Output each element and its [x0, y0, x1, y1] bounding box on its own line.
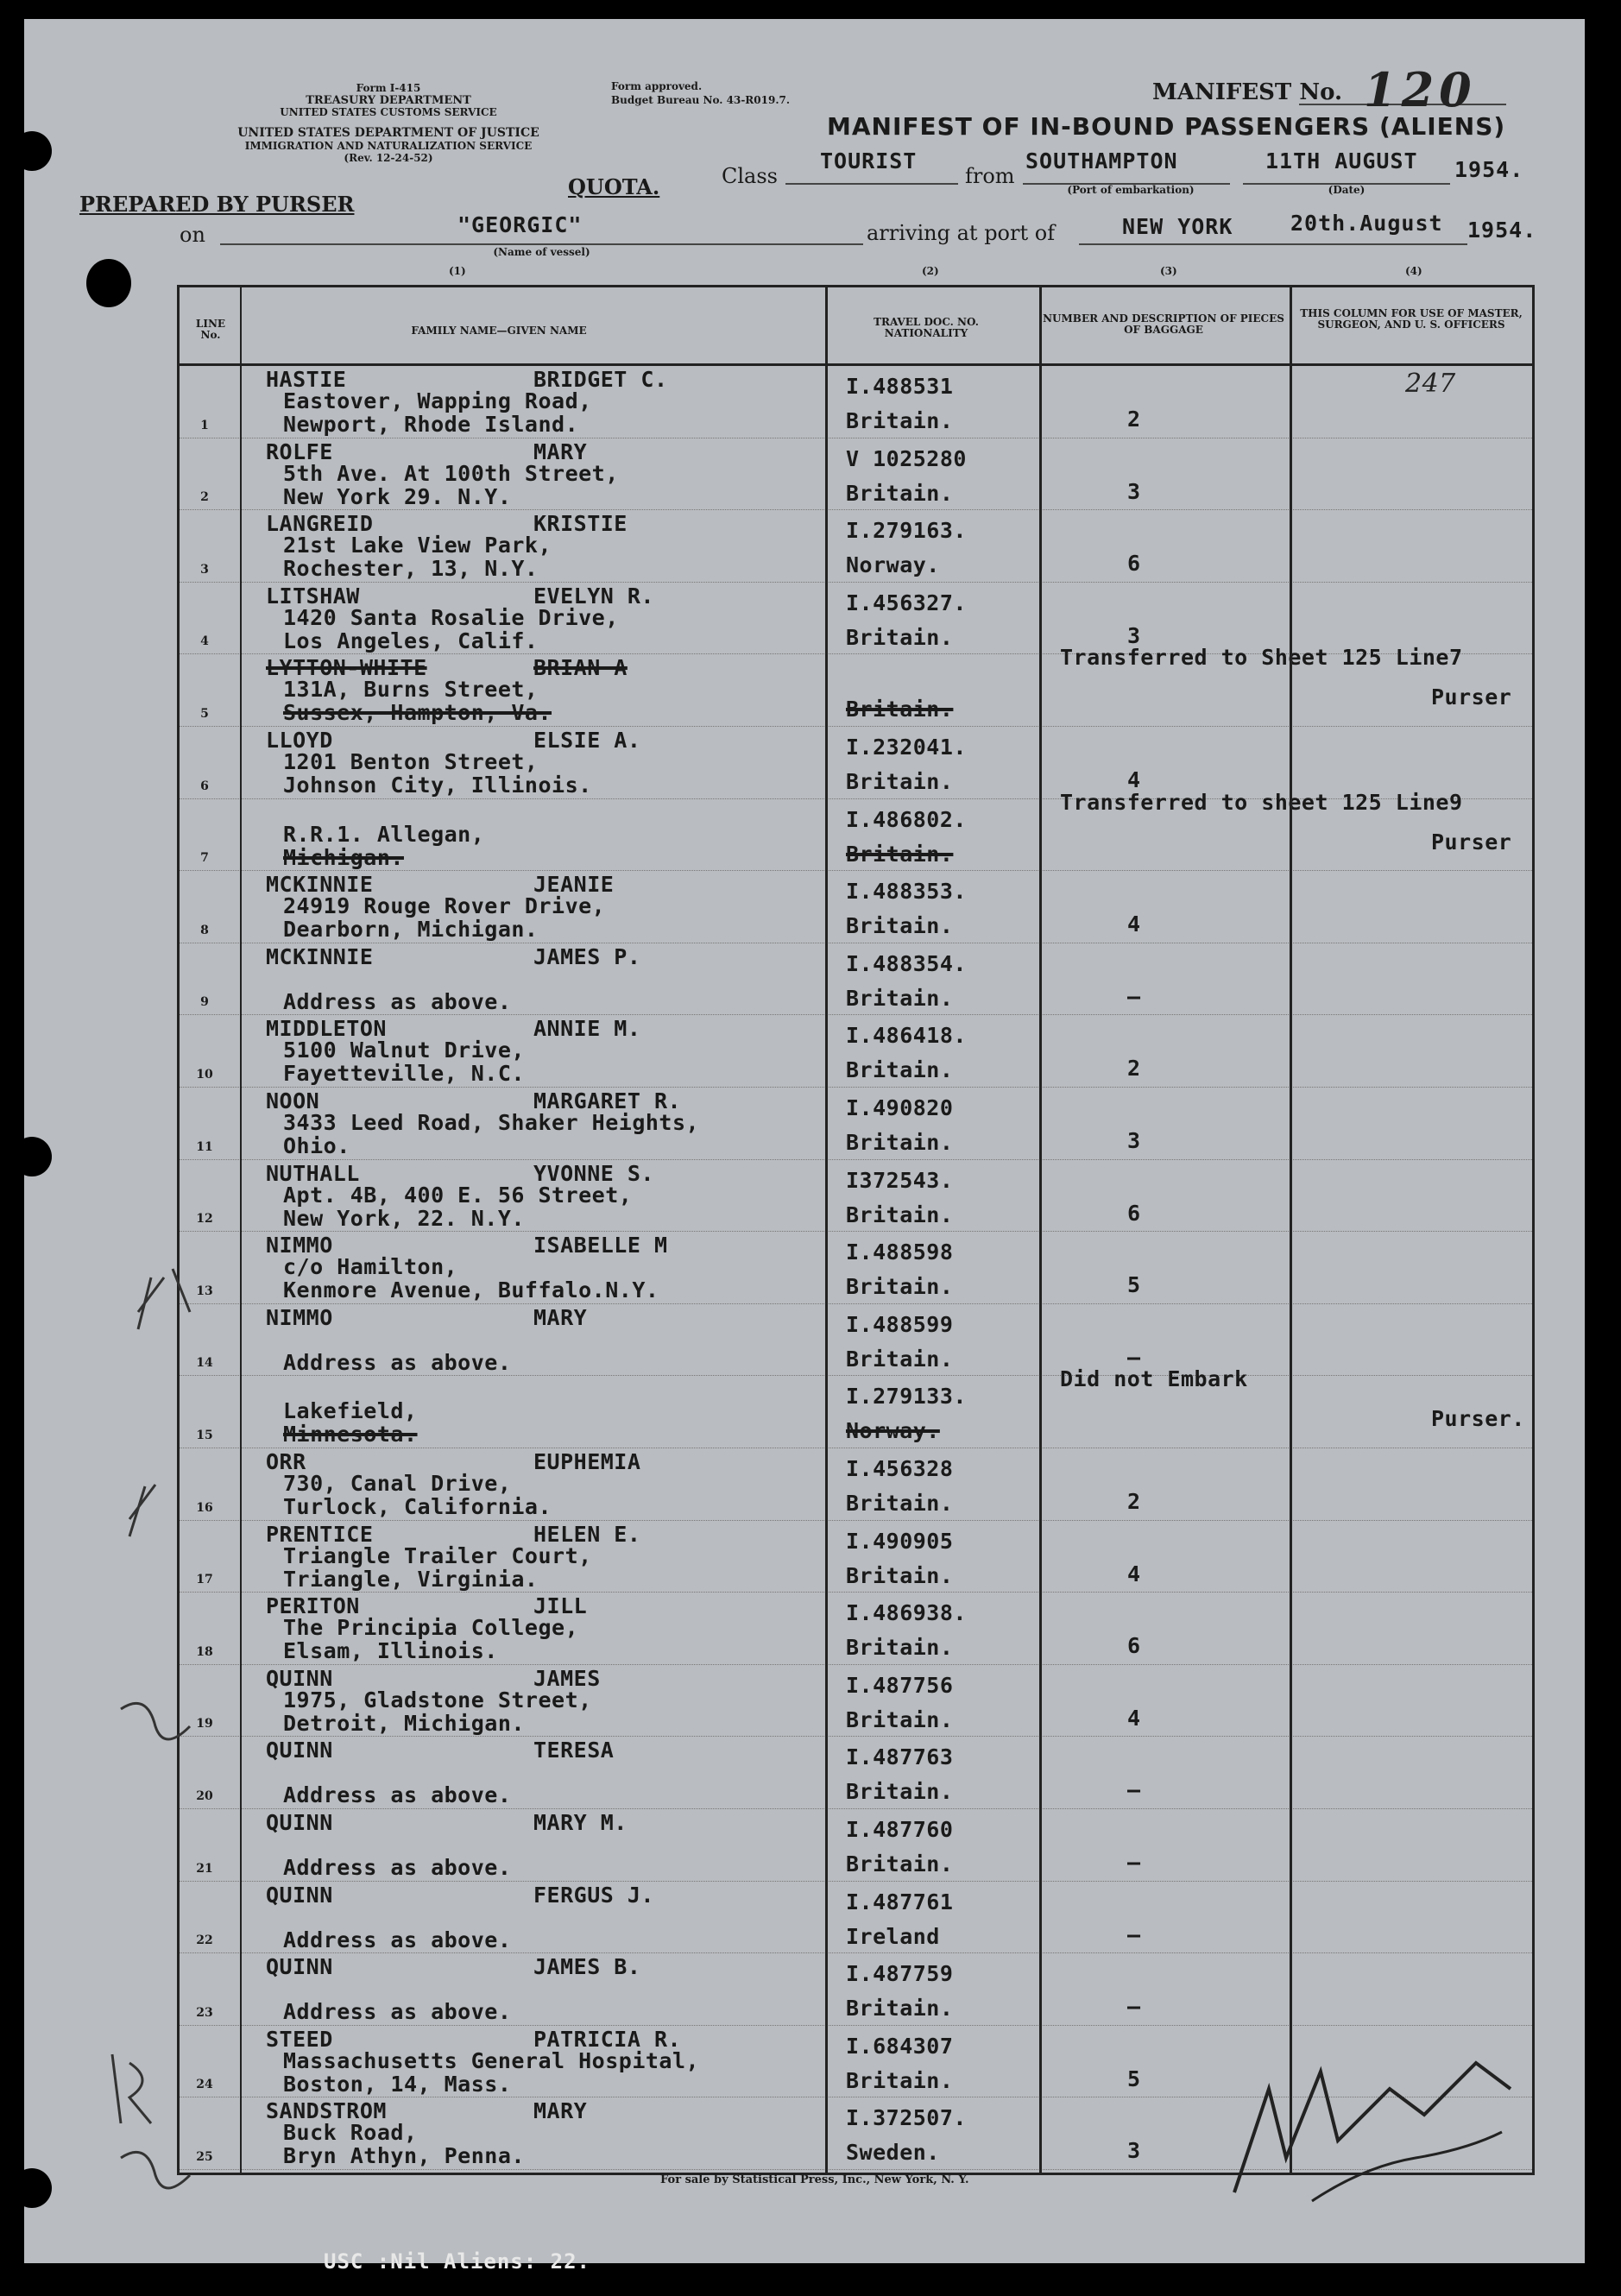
travel-doc-no: I.488354.: [846, 950, 967, 976]
given-name: HELEN E.: [533, 1521, 641, 1547]
family-name: PRENTICE: [266, 1521, 374, 1547]
nationality: Ireland: [846, 1923, 940, 1949]
travel-doc-no: I.279163.: [846, 518, 967, 544]
officer-note: 247: [1405, 369, 1456, 399]
address-line-2: Address as above.: [283, 1927, 512, 1952]
address-line-2: Rochester, 13, N.Y.: [283, 556, 539, 582]
baggage-count: 6: [1127, 1633, 1141, 1659]
line-number: 11: [196, 1139, 213, 1154]
table-row: [180, 726, 1532, 799]
line-number: 10: [196, 1067, 213, 1082]
line-number: 9: [200, 995, 209, 1010]
family-name: HASTIE: [266, 367, 347, 392]
address-line-1: Lakefield,: [283, 1398, 418, 1424]
given-name: BRIDGET C.: [533, 367, 668, 392]
family-name: QUINN: [266, 1665, 333, 1691]
given-name: ELSIE A.: [533, 728, 641, 753]
col-divider: [1290, 285, 1292, 2173]
nationality: Norway.: [846, 552, 940, 578]
address-line-1: Apt. 4B, 400 E. 56 Street,: [283, 1182, 633, 1208]
given-name: MARGARET R.: [533, 1088, 682, 1113]
line-number: 4: [200, 634, 209, 649]
travel-doc-no: I.487760: [846, 1817, 954, 1842]
budget-bureau: Budget Bureau No. 43-R019.7.: [611, 94, 791, 106]
nationality: Britain.: [846, 2067, 954, 2093]
address-line-1: Eastover, Wapping Road,: [283, 388, 592, 413]
punch-hole: [12, 131, 52, 171]
travel-doc-no: I.490905: [846, 1528, 954, 1554]
table-row: [180, 1520, 1532, 1593]
given-name: JEANIE: [533, 872, 615, 898]
punch-hole: [12, 1137, 52, 1176]
line-number: 14: [196, 1356, 213, 1371]
col-header-name: FAMILY NAME—GIVEN NAME: [411, 325, 587, 337]
address-line-2: New York 29. N.Y.: [283, 483, 512, 509]
table-row: [180, 645, 1532, 727]
table-row: [180, 1014, 1532, 1088]
line-number: 12: [196, 1212, 213, 1227]
line-number: 7: [200, 851, 209, 866]
travel-doc-no: I.456327.: [846, 590, 967, 615]
nationality: Britain.: [846, 913, 954, 939]
travel-doc-no: I.488598: [846, 1239, 954, 1265]
address-line-1: The Principia College,: [283, 1615, 579, 1641]
from-label: from: [965, 164, 1015, 188]
form-number: Form I-415: [356, 82, 421, 94]
family-name: MCKINNIE: [266, 872, 374, 898]
punch-hole: [86, 259, 131, 307]
address-line-2: Michigan.: [283, 844, 404, 870]
form-revision: (Rev. 12-24-52): [344, 152, 433, 164]
baggage-count: 4: [1127, 767, 1141, 792]
baggage-count: 4: [1127, 1705, 1141, 1731]
baggage-count: 5: [1127, 1272, 1141, 1298]
line-number: 18: [196, 1644, 213, 1659]
line-number: 16: [196, 1500, 213, 1515]
passenger-table: [177, 285, 1535, 2175]
family-name: SANDSTROM: [266, 2098, 387, 2124]
col-header-officers: THIS COLUMN FOR USE OF MASTER, SURGEON, AND U. S. OFFICERS: [1300, 307, 1523, 331]
travel-doc-no: I.232041.: [846, 735, 967, 760]
line-number: 13: [196, 1284, 213, 1298]
family-name: QUINN: [266, 1882, 333, 1908]
col-num-3: (3): [1160, 265, 1177, 277]
family-name: LANGREID: [266, 511, 374, 537]
address-line-2: Address as above.: [283, 1349, 512, 1375]
baggage-count: –: [1127, 1994, 1141, 2020]
col-divider: [1039, 285, 1042, 2173]
nationality: Britain.: [846, 1562, 954, 1588]
line-number: 15: [196, 1428, 213, 1442]
baggage-count: 3: [1127, 478, 1141, 504]
given-name: EVELYN R.: [533, 583, 654, 609]
nationality: Britain.: [846, 480, 954, 506]
address-line-2: Boston, 14, Mass.: [283, 2071, 512, 2097]
family-name: NOON: [266, 1088, 320, 1113]
given-name: ISABELLE M: [533, 1233, 668, 1258]
baggage-count: 4: [1127, 1561, 1141, 1586]
travel-doc-no: I372543.: [846, 1167, 954, 1193]
baggage-count: 2: [1127, 1489, 1141, 1514]
nationality: Britain.: [846, 624, 954, 650]
port-caption: (Port of embarkation): [1067, 184, 1195, 196]
family-name: NUTHALL: [266, 1160, 360, 1186]
address-line-2: Detroit, Michigan.: [283, 1710, 525, 1736]
family-name: MCKINNIE: [266, 943, 374, 969]
nationality: Britain.: [846, 841, 954, 867]
line-number: 25: [196, 2149, 213, 2164]
manifest-no-label: MANIFEST No.: [1152, 79, 1343, 105]
address-line-1: 5th Ave. At 100th Street,: [283, 460, 619, 486]
family-name: LYTTON-WHITE: [266, 655, 427, 681]
given-name: JAMES P.: [533, 943, 641, 969]
prepared-by: PREPARED BY PURSER: [79, 192, 355, 217]
family-name: STEED: [266, 2026, 333, 2052]
family-name: ROLFE: [266, 438, 333, 464]
col-divider: [825, 285, 828, 2173]
address-line-2: Triangle, Virginia.: [283, 1566, 539, 1592]
given-name: JAMES B.: [533, 1954, 641, 1980]
address-line-1: R.R.1. Allegan,: [283, 821, 485, 847]
travel-doc-no: I.456328: [846, 1456, 954, 1481]
table-row: [180, 509, 1532, 583]
line-number: 20: [196, 1788, 213, 1803]
address-line-1: 3433 Leed Road, Shaker Heights,: [283, 1110, 700, 1135]
baggage-count: 5: [1127, 2066, 1141, 2091]
dept-justice: UNITED STATES DEPARTMENT OF JUSTICE: [237, 126, 539, 140]
address-line-2: Elsam, Illinois.: [283, 1638, 498, 1664]
arrival-port: NEW YORK: [1122, 214, 1233, 239]
quota-label: QUOTA.: [568, 174, 660, 199]
margin-handwriting: [104, 1260, 224, 2296]
arrival-year: 1954.: [1467, 218, 1537, 243]
nationality: Britain.: [846, 1491, 954, 1516]
baggage-count: 6: [1127, 1200, 1141, 1226]
table-row: [180, 1664, 1532, 1738]
address-line-2: Johnson City, Illinois.: [283, 773, 592, 798]
embark-year: 1954.: [1454, 157, 1524, 182]
address-line-1: 1975, Gladstone Street,: [283, 1687, 592, 1713]
family-name: QUINN: [266, 1738, 333, 1763]
col-num-1: (1): [449, 265, 466, 277]
family-name: LLOYD: [266, 728, 333, 753]
printer-note: For sale by Statistical Press, Inc., New York, N. Y.: [660, 2173, 969, 2186]
family-name: NIMMO: [266, 1233, 333, 1258]
line-number: 3: [200, 562, 209, 577]
given-name: JAMES: [533, 1665, 601, 1691]
col-num-2: (2): [922, 265, 939, 277]
nationality: Britain.: [846, 1996, 954, 2022]
given-name: KRISTIE: [533, 511, 628, 537]
address-line-2: Newport, Rhode Island.: [283, 412, 579, 437]
nationality: Britain.: [846, 1130, 954, 1155]
address-line-2: Turlock, California.: [283, 1494, 552, 1519]
given-name: MARY: [533, 2098, 588, 2124]
address-line-1: Massachusetts General Hospital,: [283, 2047, 700, 2073]
address-line-2: Fayetteville, N.C.: [283, 1061, 525, 1087]
table-row: [180, 1808, 1532, 1882]
travel-doc-no: I.486938.: [846, 1600, 967, 1626]
nationality: Britain.: [846, 1779, 954, 1805]
given-name: ANNIE M.: [533, 1016, 641, 1042]
manifest-title: MANIFEST OF IN-BOUND PASSENGERS (ALIENS): [827, 112, 1506, 141]
officer-note-signoff: Purser: [1431, 829, 1512, 855]
family-name: QUINN: [266, 1810, 333, 1835]
embark-date: 11TH AUGUST: [1265, 148, 1418, 173]
baggage-count: 3: [1127, 622, 1141, 648]
table-row: [180, 789, 1532, 872]
officer-note-signoff: Purser.: [1431, 1406, 1525, 1432]
table-row: [180, 1159, 1532, 1233]
given-name: PATRICIA R.: [533, 2026, 682, 2052]
baggage-count: –: [1127, 983, 1141, 1009]
address-line-2: Address as above.: [283, 1782, 512, 1808]
travel-doc-no: I.372507.: [846, 2105, 967, 2131]
address-line-2: Sussex, Hampton, Va.: [283, 700, 552, 726]
given-name: MARY: [533, 1304, 588, 1330]
address-line-1: Triangle Trailer Court,: [283, 1542, 592, 1568]
officer-note-signoff: Purser: [1431, 684, 1512, 710]
line-number: 22: [196, 1933, 213, 1948]
baggage-count: 3: [1127, 1128, 1141, 1153]
address-line-2: Los Angeles, Calif.: [283, 628, 539, 653]
travel-doc-no: I.487763: [846, 1744, 954, 1770]
family-name: NIMMO: [266, 1304, 333, 1330]
family-name: ORR: [266, 1449, 306, 1474]
table-row: [180, 1592, 1532, 1665]
form-approved: Form approved.: [611, 80, 703, 92]
table-row: [180, 1952, 1532, 2026]
arriving-label: arriving at port of: [867, 221, 1056, 245]
vessel-caption: (Name of vessel): [493, 246, 590, 258]
travel-doc-no: V 1025280: [846, 445, 967, 471]
officer-note: Did not Embark: [1060, 1366, 1248, 1392]
date-caption: (Date): [1328, 184, 1366, 196]
address-line-1: 5100 Walnut Drive,: [283, 1038, 525, 1063]
travel-doc-no: I.488599: [846, 1311, 954, 1337]
baggage-count: –: [1127, 1777, 1141, 1803]
manifest-number: 120: [1364, 62, 1477, 117]
line-number: 19: [196, 1717, 213, 1731]
col-header-line-no: LINE No.: [195, 318, 226, 341]
vessel-name: "GEORGIC": [457, 212, 583, 237]
dept-treasury: TREASURY DEPARTMENT: [306, 94, 471, 107]
line-number: 5: [200, 706, 209, 721]
table-row: [180, 1087, 1532, 1160]
address-line-1: 131A, Burns Street,: [283, 677, 539, 703]
address-line-1: 24919 Rouge Rover Drive,: [283, 893, 606, 919]
travel-doc-no: I.487761: [846, 1889, 954, 1914]
given-name: JILL: [533, 1593, 588, 1619]
line-number: 21: [196, 1861, 213, 1876]
line-number: 24: [196, 2078, 213, 2092]
nationality: Britain.: [846, 697, 954, 722]
table-row: [180, 1736, 1532, 1809]
nationality: Britain.: [846, 1057, 954, 1083]
address-line-2: Bryn Athyn, Penna.: [283, 2143, 525, 2169]
address-line-2: Ohio.: [283, 1133, 350, 1158]
family-name: MIDDLETON: [266, 1016, 387, 1042]
line-number: 8: [200, 923, 209, 937]
address-line-1: 1201 Benton Street,: [283, 749, 539, 774]
travel-doc-no: I.487756: [846, 1672, 954, 1698]
table-row: [180, 365, 1532, 438]
baggage-count: 2: [1127, 407, 1141, 432]
line-number: 23: [196, 2005, 213, 2020]
baggage-count: –: [1127, 1344, 1141, 1370]
table-row: [180, 943, 1532, 1016]
baggage-count: 2: [1127, 1056, 1141, 1082]
family-name: LITSHAW: [266, 583, 360, 609]
on-label: on: [180, 223, 205, 247]
nationality: Britain.: [846, 985, 954, 1011]
given-name: FERGUS J.: [533, 1882, 654, 1908]
baggage-count: 3: [1127, 2138, 1141, 2164]
line-number: 6: [200, 779, 209, 793]
col-header-baggage: NUMBER AND DESCRIPTION OF PIECES OF BAGGAGE: [1043, 312, 1284, 336]
line-number: 2: [200, 490, 209, 505]
travel-doc-no: I.486802.: [846, 806, 967, 832]
address-line-1: 21st Lake View Park,: [283, 533, 552, 558]
nationality: Britain.: [846, 1202, 954, 1227]
embark-port: SOUTHAMPTON: [1025, 148, 1178, 173]
table-row: [180, 1448, 1532, 1521]
address-line-2: New York, 22. N.Y.: [283, 1205, 525, 1231]
nationality: Britain.: [846, 1274, 954, 1300]
table-row: [180, 1881, 1532, 1954]
col-divider: [240, 285, 242, 2173]
given-name: MARY M.: [533, 1810, 628, 1835]
baggage-count: 4: [1127, 911, 1141, 937]
line-number: 1: [200, 418, 209, 432]
given-name: BRIAN A: [533, 655, 628, 681]
table-row: [180, 1366, 1532, 1448]
address-line-2: Minnesota.: [283, 1422, 418, 1448]
dept-customs: UNITED STATES CUSTOMS SERVICE: [280, 106, 497, 118]
summary-line: USC :Nil Aliens: 22.: [324, 2249, 590, 2274]
address-line-1: c/o Hamilton,: [283, 1254, 458, 1280]
line-number: 17: [196, 1573, 213, 1587]
travel-doc-no: I.488531: [846, 374, 954, 399]
arrival-date: 20th.August: [1290, 211, 1443, 236]
table-row: [180, 1303, 1532, 1377]
officer-note: Transferred to Sheet 125 Line7: [1060, 645, 1463, 671]
col-num-4: (4): [1405, 265, 1422, 277]
col-header-doc: TRAVEL DOC. NO. NATIONALITY: [874, 316, 979, 339]
given-name: EUPHEMIA: [533, 1449, 641, 1474]
dept-ins: IMMIGRATION AND NATURALIZATION SERVICE: [244, 140, 533, 152]
address-line-1: 730, Canal Drive,: [283, 1471, 512, 1496]
table-row: [180, 438, 1532, 511]
family-name: QUINN: [266, 1954, 333, 1980]
nationality: Sweden.: [846, 2140, 940, 2166]
address-line-1: Buck Road,: [283, 2120, 418, 2146]
address-line-2: Address as above.: [283, 988, 512, 1014]
address-line-2: Dearborn, Michigan.: [283, 917, 539, 943]
travel-doc-no: I.488353.: [846, 879, 967, 905]
nationality: Norway.: [846, 1418, 940, 1444]
nationality: Britain.: [846, 408, 954, 433]
travel-doc-no: I.279133.: [846, 1384, 967, 1410]
travel-doc-no: I.684307: [846, 2033, 954, 2059]
family-name: PERITON: [266, 1593, 360, 1619]
address-line-2: Address as above.: [283, 1855, 512, 1880]
given-name: TERESA: [533, 1738, 615, 1763]
baggage-count: 6: [1127, 551, 1141, 577]
table-row: [180, 870, 1532, 943]
travel-doc-no: I.486418.: [846, 1023, 967, 1049]
nationality: Britain.: [846, 1635, 954, 1661]
table-row: [180, 582, 1532, 655]
nationality: Britain.: [846, 1706, 954, 1732]
class-label: Class: [722, 164, 778, 188]
nationality: Britain.: [846, 769, 954, 794]
nationality: Britain.: [846, 1851, 954, 1877]
travel-doc-no: I.487759: [846, 1961, 954, 1987]
officer-note: Transferred to sheet 125 Line9: [1060, 789, 1463, 815]
address-line-2: Address as above.: [283, 1999, 512, 2025]
travel-doc-no: I.490820: [846, 1095, 954, 1120]
given-name: MARY: [533, 438, 588, 464]
punch-hole: [12, 2168, 52, 2208]
given-name: YVONNE S.: [533, 1160, 654, 1186]
nationality: Britain.: [846, 1346, 954, 1372]
address-line-1: 1420 Santa Rosalie Drive,: [283, 604, 619, 630]
baggage-count: –: [1127, 1921, 1141, 1947]
inspector-signature: [1217, 2037, 1545, 2210]
class-value: TOURIST: [820, 148, 918, 173]
table-row: [180, 1231, 1532, 1304]
address-line-2: Kenmore Avenue, Buffalo.N.Y.: [283, 1277, 659, 1303]
baggage-count: –: [1127, 1850, 1141, 1875]
